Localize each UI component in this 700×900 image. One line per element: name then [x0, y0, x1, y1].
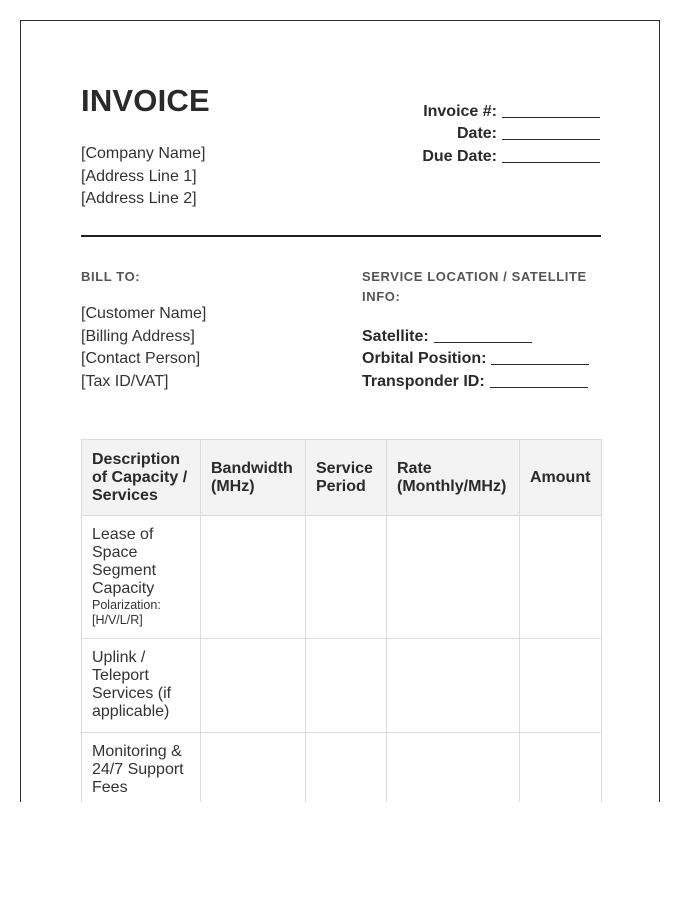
services-table [81, 439, 602, 802]
transponder-id-blank [490, 371, 588, 388]
orbital-position-blank [491, 348, 589, 365]
amount-cell [520, 639, 602, 733]
bill-to-label: BILL TO: [81, 269, 141, 284]
customer-name: [Customer Name] [81, 305, 207, 322]
invoice-date-blank [502, 123, 600, 140]
contact-person: [Contact Person] [81, 350, 201, 367]
description-text: Lease of Space Segment Capacity [92, 526, 157, 597]
amount-cell [520, 516, 602, 639]
invoice-meta [360, 98, 600, 166]
orbital-position-row [362, 346, 589, 369]
table-row [82, 733, 602, 803]
due-date-blank [502, 146, 600, 163]
description-cell [82, 516, 201, 639]
table-header-row [82, 440, 602, 516]
due-date-row [360, 143, 600, 166]
billing-address: [Billing Address] [81, 327, 195, 345]
description-cell [82, 639, 201, 733]
invoice-number-label: Invoice #: [423, 102, 497, 120]
header-rate: Rate (Monthly/MHz) [387, 440, 520, 516]
header-bandwidth: Bandwidth (MHz) [201, 440, 306, 516]
bandwidth-cell [201, 516, 306, 639]
company-name: [Company Name] [81, 145, 206, 162]
table-row [82, 639, 602, 733]
header-service-period: Service Period [306, 440, 387, 516]
satellite-label: Satellite: [362, 327, 429, 345]
rate-cell [387, 516, 520, 639]
satellite-blank [434, 326, 532, 343]
due-date-label: Due Date: [422, 147, 497, 165]
bandwidth-cell [201, 639, 306, 733]
description-text: Monitoring & 24/7 Support Fees [92, 743, 184, 796]
header-amount: Amount [520, 440, 602, 516]
description-cell [82, 733, 201, 803]
invoice-number-blank [502, 101, 600, 118]
invoice-date-row [360, 121, 600, 144]
transponder-id-row [362, 368, 589, 391]
satellite-row [362, 323, 589, 346]
polarization-note: Polarization: [H/V/L/R] [92, 598, 161, 627]
bill-to-block [81, 303, 206, 393]
service-period-cell [306, 639, 387, 733]
invoice-page [20, 20, 660, 802]
bandwidth-cell [201, 733, 306, 803]
company-block [81, 143, 206, 211]
amount-cell [520, 733, 602, 803]
service-period-cell [306, 516, 387, 639]
transponder-id-label: Transponder ID: [362, 372, 485, 390]
description-text: Uplink / Teleport Services (if applicable) [92, 649, 172, 720]
orbital-position-label: Orbital Position: [362, 350, 487, 367]
header-description: Description of Capacity / Services [82, 440, 201, 516]
header-divider [81, 235, 601, 237]
rate-cell [387, 733, 520, 803]
invoice-title: INVOICE [81, 83, 210, 118]
satellite-info-block [362, 323, 589, 391]
rate-cell [387, 639, 520, 733]
tax-id: [Tax ID/VAT] [81, 372, 169, 390]
service-location-label: SERVICE LOCATION / SATELLITE INFO: [362, 269, 587, 304]
company-address-line-2: [Address Line 2] [81, 190, 197, 207]
table-row [82, 516, 602, 639]
invoice-number-row [360, 98, 600, 121]
service-period-cell [306, 733, 387, 803]
company-address-line-1: [Address Line 1] [81, 167, 197, 185]
invoice-date-label: Date: [456, 125, 497, 142]
